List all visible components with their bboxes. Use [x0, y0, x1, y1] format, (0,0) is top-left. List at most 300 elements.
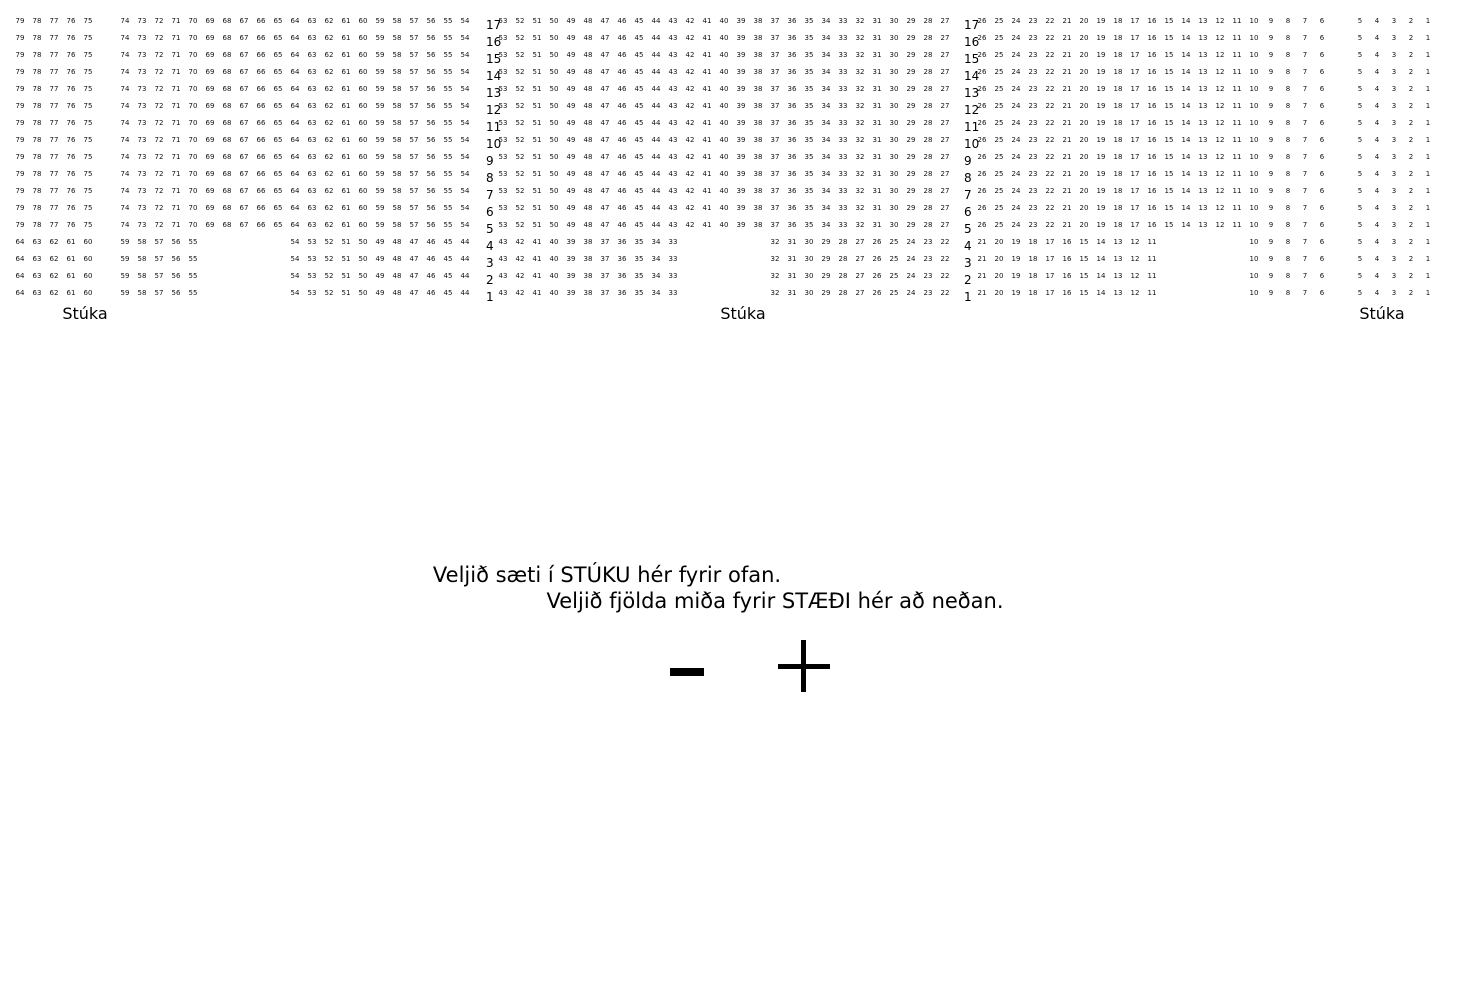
seat[interactable]: 43 [668, 34, 678, 42]
seat[interactable]: 38 [753, 85, 763, 93]
seat[interactable]: 12 [1130, 255, 1140, 263]
seat[interactable]: 34 [821, 51, 831, 59]
seat[interactable]: 32 [770, 238, 780, 246]
seat[interactable]: 73 [137, 17, 147, 25]
seat[interactable]: 63 [32, 289, 42, 297]
seat[interactable]: 62 [49, 238, 59, 246]
seat[interactable]: 37 [770, 51, 780, 59]
seat[interactable]: 60 [83, 255, 93, 263]
seat[interactable]: 11 [1232, 102, 1242, 110]
seat[interactable]: 13 [1198, 119, 1208, 127]
seat[interactable]: 12 [1215, 187, 1225, 195]
seat[interactable]: 25 [994, 170, 1004, 178]
seat[interactable]: 32 [855, 102, 865, 110]
seat[interactable]: 22 [1045, 34, 1055, 42]
seat[interactable]: 23 [1028, 153, 1038, 161]
seat[interactable]: 3 [1391, 272, 1397, 280]
seat[interactable]: 67 [239, 170, 249, 178]
seat[interactable]: 9 [1268, 136, 1274, 144]
seat[interactable]: 71 [171, 204, 181, 212]
seat[interactable]: 20 [1079, 102, 1089, 110]
seat[interactable]: 3 [1391, 153, 1397, 161]
seat[interactable]: 11 [1232, 17, 1242, 25]
seat[interactable]: 49 [566, 85, 576, 93]
seat[interactable]: 16 [1062, 289, 1072, 297]
seat[interactable]: 43 [668, 119, 678, 127]
seat[interactable]: 37 [770, 85, 780, 93]
seat[interactable]: 6 [1319, 221, 1325, 229]
seat[interactable]: 77 [49, 221, 59, 229]
seat[interactable]: 23 [1028, 102, 1038, 110]
seat[interactable]: 19 [1096, 85, 1106, 93]
seat[interactable]: 48 [583, 119, 593, 127]
seat[interactable]: 29 [906, 68, 916, 76]
seat[interactable]: 17 [1130, 204, 1140, 212]
seat[interactable]: 2 [1408, 170, 1414, 178]
seat[interactable]: 60 [358, 221, 368, 229]
seat[interactable]: 41 [702, 17, 712, 25]
seat[interactable]: 35 [804, 85, 814, 93]
seat[interactable]: 63 [307, 170, 317, 178]
seat[interactable]: 66 [256, 85, 266, 93]
seat[interactable]: 14 [1096, 289, 1106, 297]
seat[interactable]: 13 [1198, 102, 1208, 110]
seat[interactable]: 14 [1181, 204, 1191, 212]
seat[interactable]: 57 [409, 68, 419, 76]
seat[interactable]: 16 [1147, 136, 1157, 144]
seat[interactable]: 27 [855, 238, 865, 246]
seat[interactable]: 65 [273, 153, 283, 161]
seat[interactable]: 3 [1391, 102, 1397, 110]
seat[interactable]: 24 [1011, 221, 1021, 229]
seat[interactable]: 34 [821, 187, 831, 195]
seat[interactable]: 16 [1147, 204, 1157, 212]
seat[interactable]: 44 [651, 136, 661, 144]
seat[interactable]: 11 [1232, 136, 1242, 144]
seat[interactable]: 21 [1062, 51, 1072, 59]
seat[interactable]: 74 [120, 170, 130, 178]
seat[interactable]: 56 [426, 68, 436, 76]
seat[interactable]: 58 [137, 238, 147, 246]
seat[interactable]: 34 [651, 272, 661, 280]
seat[interactable]: 63 [307, 68, 317, 76]
seat[interactable]: 45 [634, 204, 644, 212]
seat[interactable]: 69 [205, 187, 215, 195]
seat[interactable]: 42 [685, 170, 695, 178]
seat[interactable]: 16 [1147, 68, 1157, 76]
seat[interactable]: 7 [1302, 238, 1308, 246]
seat[interactable]: 49 [566, 170, 576, 178]
seat[interactable]: 76 [66, 102, 76, 110]
seat[interactable]: 56 [426, 119, 436, 127]
seat[interactable]: 30 [889, 170, 899, 178]
seat[interactable]: 12 [1215, 34, 1225, 42]
seat[interactable]: 32 [770, 289, 780, 297]
seat[interactable]: 59 [375, 34, 385, 42]
seat[interactable]: 24 [1011, 170, 1021, 178]
seat[interactable]: 23 [1028, 136, 1038, 144]
seat[interactable]: 79 [15, 221, 25, 229]
seat[interactable]: 4 [1374, 221, 1380, 229]
seat[interactable]: 12 [1215, 51, 1225, 59]
seat[interactable]: 54 [460, 51, 470, 59]
seat[interactable]: 44 [651, 51, 661, 59]
seat[interactable]: 37 [770, 17, 780, 25]
seat[interactable]: 77 [49, 51, 59, 59]
seat[interactable]: 77 [49, 119, 59, 127]
seat[interactable]: 50 [549, 102, 559, 110]
seat[interactable]: 25 [889, 255, 899, 263]
seat[interactable]: 27 [855, 255, 865, 263]
seat[interactable]: 33 [668, 238, 678, 246]
seat[interactable]: 79 [15, 68, 25, 76]
seat[interactable]: 78 [32, 204, 42, 212]
seat[interactable]: 20 [994, 289, 1004, 297]
seat[interactable]: 5 [1357, 204, 1363, 212]
seat[interactable]: 61 [66, 272, 76, 280]
seat[interactable]: 51 [532, 68, 542, 76]
seat[interactable]: 43 [668, 51, 678, 59]
seat[interactable]: 75 [83, 85, 93, 93]
seat[interactable]: 20 [994, 272, 1004, 280]
seat[interactable]: 25 [994, 85, 1004, 93]
seat[interactable]: 59 [375, 136, 385, 144]
seat[interactable]: 48 [583, 221, 593, 229]
seat[interactable]: 52 [324, 238, 334, 246]
seat[interactable]: 6 [1319, 238, 1325, 246]
seat[interactable]: 40 [719, 187, 729, 195]
seat[interactable]: 60 [358, 102, 368, 110]
seat[interactable]: 17 [1130, 119, 1140, 127]
seat[interactable]: 63 [32, 238, 42, 246]
seat[interactable]: 6 [1319, 102, 1325, 110]
seat[interactable]: 73 [137, 119, 147, 127]
seat[interactable]: 24 [1011, 51, 1021, 59]
seat[interactable]: 69 [205, 153, 215, 161]
seat[interactable]: 16 [1147, 17, 1157, 25]
seat[interactable]: 3 [1391, 17, 1397, 25]
seat[interactable]: 11 [1232, 68, 1242, 76]
seat[interactable]: 75 [83, 68, 93, 76]
seat[interactable]: 16 [1147, 85, 1157, 93]
seat[interactable]: 15 [1079, 255, 1089, 263]
seat[interactable]: 61 [341, 102, 351, 110]
seat[interactable]: 31 [872, 34, 882, 42]
seat[interactable]: 50 [549, 85, 559, 93]
seat[interactable]: 8 [1285, 68, 1291, 76]
seat[interactable]: 39 [736, 119, 746, 127]
seat[interactable]: 42 [515, 255, 525, 263]
seat[interactable]: 71 [171, 85, 181, 93]
seat[interactable]: 38 [753, 153, 763, 161]
seat[interactable]: 69 [205, 102, 215, 110]
seat[interactable]: 24 [1011, 85, 1021, 93]
seat[interactable]: 56 [426, 51, 436, 59]
seat[interactable]: 29 [906, 34, 916, 42]
seat[interactable]: 45 [634, 170, 644, 178]
seat[interactable]: 13 [1113, 255, 1123, 263]
seat[interactable]: 52 [515, 136, 525, 144]
seat[interactable]: 13 [1198, 153, 1208, 161]
seat[interactable]: 62 [324, 68, 334, 76]
seat[interactable]: 67 [239, 119, 249, 127]
seat[interactable]: 1 [1425, 51, 1431, 59]
seat[interactable]: 58 [137, 255, 147, 263]
seat[interactable]: 39 [736, 170, 746, 178]
seat[interactable]: 32 [855, 34, 865, 42]
seat[interactable]: 27 [855, 272, 865, 280]
seat[interactable]: 18 [1113, 204, 1123, 212]
seat[interactable]: 66 [256, 153, 266, 161]
seat[interactable]: 21 [1062, 17, 1072, 25]
seat[interactable]: 6 [1319, 119, 1325, 127]
seat[interactable]: 41 [702, 136, 712, 144]
seat[interactable]: 35 [804, 119, 814, 127]
seat[interactable]: 74 [120, 17, 130, 25]
seat[interactable]: 48 [583, 136, 593, 144]
seat[interactable]: 79 [15, 17, 25, 25]
seat[interactable]: 19 [1011, 238, 1021, 246]
seat[interactable]: 26 [977, 170, 987, 178]
seat[interactable]: 73 [137, 51, 147, 59]
seat[interactable]: 51 [532, 153, 542, 161]
seat[interactable]: 26 [977, 102, 987, 110]
seat[interactable]: 61 [341, 68, 351, 76]
seat[interactable]: 1 [1425, 34, 1431, 42]
seat[interactable]: 65 [273, 34, 283, 42]
seat[interactable]: 44 [651, 119, 661, 127]
seat[interactable]: 44 [651, 68, 661, 76]
seat[interactable]: 45 [443, 238, 453, 246]
seat[interactable]: 78 [32, 17, 42, 25]
seat[interactable]: 56 [171, 289, 181, 297]
seat[interactable]: 15 [1164, 221, 1174, 229]
seat[interactable]: 4 [1374, 136, 1380, 144]
seat[interactable]: 28 [923, 136, 933, 144]
seat[interactable]: 68 [222, 17, 232, 25]
seat[interactable]: 67 [239, 187, 249, 195]
seat[interactable]: 50 [549, 51, 559, 59]
seat[interactable]: 4 [1374, 238, 1380, 246]
seat[interactable]: 76 [66, 34, 76, 42]
seat[interactable]: 25 [994, 17, 1004, 25]
seat[interactable]: 54 [460, 17, 470, 25]
seat[interactable]: 41 [702, 170, 712, 178]
seat[interactable]: 18 [1113, 187, 1123, 195]
seat[interactable]: 23 [1028, 68, 1038, 76]
seat[interactable]: 79 [15, 51, 25, 59]
seat[interactable]: 53 [498, 221, 508, 229]
seat[interactable]: 21 [977, 238, 987, 246]
seat[interactable]: 63 [307, 136, 317, 144]
seat[interactable]: 63 [307, 221, 317, 229]
seat[interactable]: 71 [171, 68, 181, 76]
seat[interactable]: 38 [583, 272, 593, 280]
seat[interactable]: 40 [719, 51, 729, 59]
seat[interactable]: 63 [32, 272, 42, 280]
seat[interactable]: 55 [188, 289, 198, 297]
seat[interactable]: 60 [83, 272, 93, 280]
seat[interactable]: 62 [49, 272, 59, 280]
seat[interactable]: 3 [1391, 238, 1397, 246]
seat[interactable]: 58 [392, 136, 402, 144]
seat[interactable]: 27 [940, 17, 950, 25]
seat[interactable]: 51 [532, 187, 542, 195]
seat[interactable]: 68 [222, 136, 232, 144]
seat[interactable]: 59 [375, 51, 385, 59]
seat[interactable]: 24 [1011, 187, 1021, 195]
seat[interactable]: 47 [409, 255, 419, 263]
seat[interactable]: 40 [549, 238, 559, 246]
seat[interactable]: 57 [409, 17, 419, 25]
seat[interactable]: 61 [341, 17, 351, 25]
seat[interactable]: 59 [120, 289, 130, 297]
seat[interactable]: 57 [409, 221, 419, 229]
seat[interactable]: 24 [1011, 119, 1021, 127]
seat[interactable]: 18 [1113, 136, 1123, 144]
seat[interactable]: 35 [804, 17, 814, 25]
seat[interactable]: 25 [889, 238, 899, 246]
seat[interactable]: 36 [617, 272, 627, 280]
seat[interactable]: 22 [1045, 170, 1055, 178]
seat[interactable]: 42 [685, 68, 695, 76]
seat[interactable]: 53 [498, 204, 508, 212]
seat[interactable]: 30 [804, 255, 814, 263]
seat[interactable]: 27 [940, 85, 950, 93]
seat[interactable]: 20 [994, 255, 1004, 263]
seat[interactable]: 58 [392, 34, 402, 42]
seat[interactable]: 22 [1045, 17, 1055, 25]
seat[interactable]: 76 [66, 221, 76, 229]
seat[interactable]: 68 [222, 204, 232, 212]
seat[interactable]: 27 [940, 153, 950, 161]
seat[interactable]: 41 [702, 68, 712, 76]
seat[interactable]: 50 [549, 34, 559, 42]
seat[interactable]: 60 [358, 34, 368, 42]
seat[interactable]: 13 [1198, 204, 1208, 212]
seat[interactable]: 56 [426, 34, 436, 42]
seat[interactable]: 33 [838, 221, 848, 229]
seat[interactable]: 31 [787, 272, 797, 280]
seat[interactable]: 13 [1198, 187, 1208, 195]
seat[interactable]: 40 [719, 153, 729, 161]
seat[interactable]: 12 [1215, 170, 1225, 178]
seat[interactable]: 55 [443, 68, 453, 76]
seat[interactable]: 49 [566, 34, 576, 42]
seat[interactable]: 59 [375, 85, 385, 93]
seat[interactable]: 12 [1215, 17, 1225, 25]
seat[interactable]: 64 [290, 119, 300, 127]
seat[interactable]: 72 [154, 102, 164, 110]
seat[interactable]: 13 [1113, 289, 1123, 297]
seat[interactable]: 54 [460, 204, 470, 212]
seat[interactable]: 38 [753, 187, 763, 195]
seat[interactable]: 33 [838, 153, 848, 161]
seat[interactable]: 57 [409, 85, 419, 93]
seat[interactable]: 32 [770, 272, 780, 280]
seat[interactable]: 20 [994, 238, 1004, 246]
seat[interactable]: 35 [804, 187, 814, 195]
seat[interactable]: 46 [617, 102, 627, 110]
seat[interactable]: 22 [940, 255, 950, 263]
seat[interactable]: 59 [375, 170, 385, 178]
seat[interactable]: 76 [66, 85, 76, 93]
seat[interactable]: 19 [1096, 34, 1106, 42]
seat[interactable]: 33 [838, 102, 848, 110]
seat[interactable]: 55 [443, 136, 453, 144]
seat[interactable]: 5 [1357, 238, 1363, 246]
seat[interactable]: 20 [1079, 170, 1089, 178]
seat[interactable]: 10 [1249, 34, 1259, 42]
seat[interactable]: 3 [1391, 85, 1397, 93]
seat[interactable]: 49 [375, 289, 385, 297]
seat[interactable]: 64 [290, 221, 300, 229]
seat[interactable]: 6 [1319, 85, 1325, 93]
seat[interactable]: 31 [872, 17, 882, 25]
seat[interactable]: 26 [977, 34, 987, 42]
seat[interactable]: 16 [1147, 119, 1157, 127]
seat[interactable]: 17 [1130, 51, 1140, 59]
seat[interactable]: 22 [1045, 204, 1055, 212]
seat[interactable]: 28 [838, 272, 848, 280]
seat[interactable]: 51 [341, 272, 351, 280]
seat[interactable]: 20 [1079, 85, 1089, 93]
seat[interactable]: 38 [753, 136, 763, 144]
seat[interactable]: 19 [1096, 204, 1106, 212]
seat[interactable]: 4 [1374, 289, 1380, 297]
seat[interactable]: 17 [1130, 170, 1140, 178]
seat[interactable]: 41 [702, 221, 712, 229]
seat[interactable]: 67 [239, 204, 249, 212]
seat[interactable]: 5 [1357, 221, 1363, 229]
seat[interactable]: 24 [1011, 68, 1021, 76]
seat[interactable]: 34 [651, 255, 661, 263]
seat[interactable]: 37 [600, 272, 610, 280]
seat[interactable]: 79 [15, 170, 25, 178]
seat[interactable]: 28 [923, 170, 933, 178]
seat[interactable]: 49 [566, 102, 576, 110]
seat[interactable]: 7 [1302, 136, 1308, 144]
increase-quantity-button[interactable] [776, 636, 832, 696]
seat[interactable]: 42 [685, 102, 695, 110]
seat[interactable]: 46 [617, 187, 627, 195]
seat[interactable]: 65 [273, 51, 283, 59]
seat[interactable]: 54 [460, 221, 470, 229]
seat[interactable]: 74 [120, 85, 130, 93]
seat[interactable]: 29 [821, 272, 831, 280]
seat[interactable]: 21 [977, 255, 987, 263]
seat[interactable]: 29 [906, 51, 916, 59]
seat[interactable]: 35 [804, 170, 814, 178]
seat[interactable]: 64 [290, 68, 300, 76]
seat[interactable]: 50 [549, 187, 559, 195]
seat[interactable]: 19 [1096, 17, 1106, 25]
seat[interactable]: 75 [83, 136, 93, 144]
seat[interactable]: 21 [1062, 221, 1072, 229]
seat[interactable]: 78 [32, 221, 42, 229]
seat[interactable]: 45 [634, 102, 644, 110]
seat[interactable]: 4 [1374, 102, 1380, 110]
seat[interactable]: 27 [940, 136, 950, 144]
seat[interactable]: 73 [137, 136, 147, 144]
seat[interactable]: 49 [375, 272, 385, 280]
seat[interactable]: 28 [838, 238, 848, 246]
seat[interactable]: 41 [532, 238, 542, 246]
seat[interactable]: 31 [787, 238, 797, 246]
seat[interactable]: 18 [1028, 272, 1038, 280]
seat[interactable]: 26 [872, 289, 882, 297]
seat[interactable]: 63 [307, 102, 317, 110]
